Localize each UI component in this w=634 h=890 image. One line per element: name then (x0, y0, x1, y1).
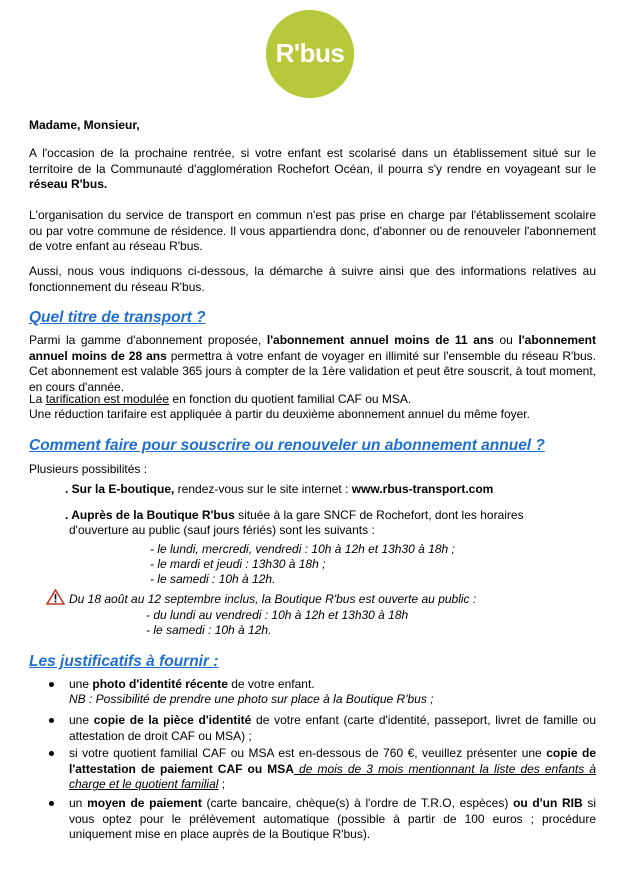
doc-photo-b: photo d'identité récente (92, 677, 228, 691)
s1-text-3: ou (493, 333, 519, 347)
doc-caf-c: de mois de 3 mois mentionnant la liste des enfants à charge et le quotient familial (69, 761, 596, 791)
doc-pay-e: si vous optez pour le prélèvement automatique (possible à partir de 100 euros ; procédure uniquement mise en place auprès de la Boutique R'bus). (69, 796, 597, 841)
s2-eboutique (65, 482, 493, 497)
doc-photo-a: une (69, 677, 93, 691)
bullet-icon (49, 682, 54, 687)
intro-paragraph-3: Aussi, nous vous indiquons ci-dessous, la démarche à suivre ainsi que des informations relatives au fonctionnement du réseau R'bus. (29, 264, 596, 294)
s1-text-1: Parmi la gamme d'abonnement proposée, (29, 333, 267, 347)
doc-pay-a: un (69, 796, 88, 810)
warning-icon (46, 589, 65, 605)
s1-text-6: La (29, 392, 46, 406)
logo-text: R'bus (275, 38, 345, 68)
doc-caf-b: copie de l'attestation de paiement CAF ou MSA (69, 746, 596, 776)
doc-caf-attestation (69, 746, 596, 793)
doc-caf-a: si votre quotient familial CAF ou MSA est en-dessous de 760 €, veuillez présenter une (69, 746, 547, 760)
heading-transport-title: Quel titre de transport ? (29, 309, 206, 326)
greeting: Madame, Monsieur, (29, 118, 140, 132)
s1-text-5: permettra à votre enfant de voyager en illimité sur l'ensemble du réseau R'bus. Cet abonnement est valable 365 jours à compter de la 1ère validation et peut être souscrit, à tout moment, en cours d'année. (29, 348, 596, 394)
rbus-logo (266, 10, 354, 98)
summer-hours-1: - du lundi au vendredi : 10h à 12h et 13h30 à 18h (146, 608, 409, 622)
section1-pricing (29, 392, 596, 408)
summer-hours-2: - le samedi : 10h à 12h. (146, 623, 272, 637)
summer-notice: Du 18 août au 12 septembre inclus, la Boutique R'bus est ouverte au public : (69, 592, 477, 606)
doc-id-c: de votre enfant (carte d'identité, passeport, livret de famille ou attestation de droit CAF ou MSA) ; (69, 713, 597, 743)
s2-website-link[interactable]: www.rbus-transport.com (351, 482, 494, 496)
intro-paragraph-1 (29, 146, 596, 193)
doc-pay-b: moyen de paiement (87, 796, 202, 810)
s2-boutique-line2: d'ouverture au public (sauf jours fériés) sont les suivants : (69, 523, 375, 537)
s2-boutique-label: . Auprès de la Boutique R'bus (65, 508, 235, 522)
doc-photo-c: de votre enfant. (227, 677, 315, 691)
doc-payment (69, 796, 596, 843)
heading-documents: Les justificatifs à fournir : (29, 653, 219, 670)
s2-eboutique-text: rendez-vous sur le site internet : (174, 482, 352, 496)
bullet-icon (49, 718, 54, 723)
bullet-icon (49, 751, 54, 756)
hours-line-1: - le lundi, mercredi, vendredi : 10h à 12h et 13h30 à 18h ; (150, 542, 455, 556)
doc-pay-c: (carte bancaire, chèque(s) à l'ordre de T.R.O, espèces) (201, 796, 514, 810)
doc-caf-d: ; (218, 777, 226, 791)
s1-pricing-modulated: tarification est modulée (45, 392, 170, 406)
intro-p1-network: réseau R'bus. (29, 177, 108, 191)
s2-intro: Plusieurs possibilités : (29, 462, 148, 476)
s1-subscription-11: l'abonnement annuel moins de 11 ans (266, 333, 494, 347)
doc-id-a: une (69, 713, 94, 727)
bullet-icon (49, 801, 54, 806)
intro-paragraph-2: L'organisation du service de transport en commun n'est pas prise en charge par l'établissement scolaire ou par votre commune de résidence. Il vous appartiendra donc, d'abonner ou de renouveler l'abonnement de votre enfant au réseau R'bus. (29, 208, 596, 253)
s2-boutique-text: située à la gare SNCF de Rochefort, dont les horaires (234, 508, 524, 522)
s2-boutique (65, 508, 524, 523)
doc-id-copy (69, 713, 596, 744)
doc-id-b: copie de la pièce d'identité (93, 713, 252, 727)
hours-line-2: - le mardi et jeudi : 13h30 à 18h ; (150, 557, 326, 571)
intro-p1-text: A l'occasion de la prochaine rentrée, si votre enfant est scolarisé dans un établissement situé sur le territoire de la Communauté d'agglomération Rochefort Océan, il pourra s'y rendre en voyageant sur le (29, 146, 596, 176)
section1-paragraph (29, 333, 596, 395)
hours-line-3: - le samedi : 10h à 12h. (150, 572, 276, 586)
doc-photo-note: NB : Possibilité de prendre une photo sur place à la Boutique R'bus ; (69, 692, 434, 706)
s2-eboutique-label: . Sur la E-boutique, (65, 482, 175, 496)
heading-subscribe: Comment faire pour souscrire ou renouveler un abonnement annuel ? (29, 437, 545, 454)
section1-reduction: Une réduction tarifaire est appliquée à partir du deuxième abonnement annuel du même foyer. (29, 407, 530, 421)
s1-text-8: en fonction du quotient familial CAF ou MSA. (169, 392, 412, 406)
doc-pay-d: ou d'un RIB (513, 796, 583, 810)
s1-subscription-28: l'abonnement annuel moins de 28 ans (29, 333, 596, 363)
doc-photo (69, 677, 315, 692)
